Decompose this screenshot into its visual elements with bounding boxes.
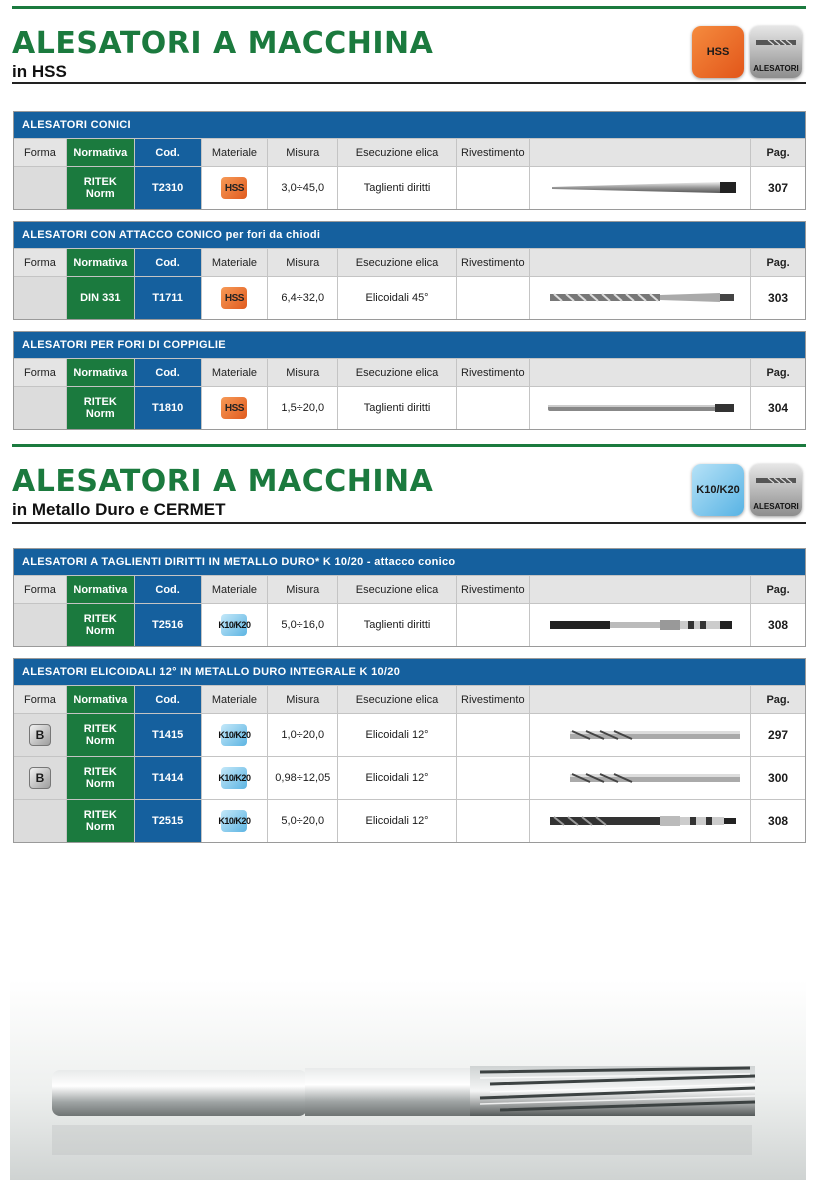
table-header-row — [14, 358, 805, 386]
cod-cell: T1415 — [135, 713, 202, 756]
misura-cell: 1,0÷20,0 — [268, 713, 338, 756]
col-forma: Forma — [14, 248, 67, 276]
k10-material-icon: K10/K20 — [221, 767, 247, 789]
k10-material-icon: K10/K20 — [221, 724, 247, 746]
esecuzione-cell: Elicoidali 12° — [338, 799, 457, 842]
col-normativa: Normativa — [67, 138, 135, 166]
forma-cell — [14, 603, 67, 646]
rivestimento-cell — [457, 713, 530, 756]
col-pag: Pag. — [751, 138, 805, 166]
hss-material-icon: HSS — [221, 287, 247, 309]
heading-underline — [12, 522, 806, 524]
misura-cell: 0,98÷12,05 — [268, 756, 338, 799]
col-cod: Cod. — [135, 575, 202, 603]
table-title: ALESATORI CON ATTACCO CONICO per fori da chiodi — [14, 222, 805, 248]
col-pag: Pag. — [751, 685, 805, 713]
taper-reamer-icon — [530, 166, 751, 209]
reamer-badge-icon: ALESATORI — [750, 464, 802, 516]
solid-carbide-helical-reamer-icon — [530, 756, 751, 799]
k10-material-icon: K10/K20 — [221, 810, 247, 832]
k10-k20-badge: K10/K20 — [692, 464, 744, 516]
col-cod: Cod. — [135, 138, 202, 166]
col-misura: Misura — [268, 575, 338, 603]
normativa-cell: RITEK Norm — [67, 386, 135, 429]
table-title: ALESATORI CONICI — [14, 112, 805, 138]
col-misura: Misura — [268, 685, 338, 713]
hss-badge: HSS — [692, 26, 744, 78]
misura-cell: 5,0÷16,0 — [268, 603, 338, 646]
col-rivestimento: Rivestimento — [457, 248, 530, 276]
table-header-row — [14, 248, 805, 276]
col-esecuzione: Esecuzione elica — [338, 685, 457, 713]
cod-cell: T1711 — [135, 276, 202, 319]
section-title: ALESATORI A MACCHINA — [12, 464, 434, 499]
top-rule — [12, 6, 806, 9]
hss-material-icon: HSS — [221, 397, 247, 419]
col-misura: Misura — [268, 138, 338, 166]
k10-material-icon: K10/K20 — [221, 614, 247, 636]
forma-b-icon: B — [29, 767, 51, 789]
table-row — [14, 276, 805, 319]
col-forma: Forma — [14, 358, 67, 386]
col-image — [530, 138, 751, 166]
normativa-cell: DIN 331 — [67, 276, 135, 319]
rivestimento-cell — [457, 756, 530, 799]
esecuzione-cell: Elicoidali 45° — [338, 276, 457, 319]
pag-cell: 300 — [751, 756, 805, 799]
normativa-cell: RITEK Norm — [67, 799, 135, 842]
normativa-cell: RITEK Norm — [67, 756, 135, 799]
rivestimento-cell — [457, 276, 530, 319]
misura-cell: 5,0÷20,0 — [268, 799, 338, 842]
normativa-cell: RITEK Norm — [67, 603, 135, 646]
materiale-cell — [202, 603, 269, 646]
table-row — [14, 756, 805, 799]
section-divider — [12, 444, 806, 447]
esecuzione-cell: Elicoidali 12° — [338, 713, 457, 756]
col-materiale: Materiale — [202, 138, 269, 166]
esecuzione-cell: Taglienti diritti — [338, 386, 457, 429]
materiale-cell — [202, 386, 269, 429]
col-normativa: Normativa — [67, 685, 135, 713]
rivestimento-cell — [457, 603, 530, 646]
table-row — [14, 386, 805, 429]
col-materiale: Materiale — [202, 685, 269, 713]
pag-cell: 307 — [751, 166, 805, 209]
misura-cell: 1,5÷20,0 — [268, 386, 338, 429]
cod-cell: T2516 — [135, 603, 202, 646]
forma-cell — [14, 799, 67, 842]
col-materiale: Materiale — [202, 358, 269, 386]
col-normativa: Normativa — [67, 358, 135, 386]
table-row — [14, 713, 805, 756]
cod-cell: T1414 — [135, 756, 202, 799]
col-cod: Cod. — [135, 248, 202, 276]
pag-cell: 304 — [751, 386, 805, 429]
col-esecuzione: Esecuzione elica — [338, 358, 457, 386]
forma-cell — [14, 166, 67, 209]
col-esecuzione: Esecuzione elica — [338, 575, 457, 603]
hss-material-icon: HSS — [221, 177, 247, 199]
col-esecuzione: Esecuzione elica — [338, 248, 457, 276]
table-header-row — [14, 138, 805, 166]
table-elicoidali-metallo-duro — [13, 658, 806, 843]
section-title: ALESATORI A MACCHINA — [12, 26, 434, 61]
rivestimento-cell — [457, 799, 530, 842]
misura-cell: 3,0÷45,0 — [268, 166, 338, 209]
materiale-cell — [202, 756, 269, 799]
col-materiale: Materiale — [202, 248, 269, 276]
table-row — [14, 799, 805, 842]
col-rivestimento: Rivestimento — [457, 358, 530, 386]
col-pag: Pag. — [751, 358, 805, 386]
forma-cell — [14, 756, 67, 799]
reamer-badge-icon: ALESATORI — [750, 26, 802, 78]
section-subtitle: in Metallo Duro e CERMET — [12, 500, 226, 519]
table-fori-coppiglie — [13, 331, 806, 430]
col-rivestimento: Rivestimento — [457, 575, 530, 603]
table-row — [14, 166, 805, 209]
col-forma: Forma — [14, 138, 67, 166]
col-rivestimento: Rivestimento — [457, 138, 530, 166]
pin-reamer-icon — [530, 386, 751, 429]
table-title: ALESATORI ELICOIDALI 12° IN METALLO DURO INTEGRALE K 10/20 — [14, 659, 805, 685]
section-heading-hss — [12, 28, 433, 82]
section-subtitle: in HSS — [12, 62, 67, 81]
misura-cell: 6,4÷32,0 — [268, 276, 338, 319]
col-image — [530, 358, 751, 386]
col-materiale: Materiale — [202, 575, 269, 603]
cod-cell: T2515 — [135, 799, 202, 842]
col-esecuzione: Esecuzione elica — [338, 138, 457, 166]
cod-cell: T1810 — [135, 386, 202, 429]
pag-cell: 308 — [751, 799, 805, 842]
col-image — [530, 685, 751, 713]
table-title: ALESATORI PER FORI DI COPPIGLIE — [14, 332, 805, 358]
col-pag: Pag. — [751, 575, 805, 603]
col-misura: Misura — [268, 248, 338, 276]
materiale-cell — [202, 713, 269, 756]
rivestimento-cell — [457, 166, 530, 209]
spiral-taper-shank-reamer-icon — [530, 276, 751, 319]
normativa-cell: RITEK Norm — [67, 166, 135, 209]
table-alesatori-conici — [13, 111, 806, 210]
col-misura: Misura — [268, 358, 338, 386]
materiale-cell — [202, 166, 269, 209]
table-attacco-conico — [13, 221, 806, 320]
col-forma: Forma — [14, 685, 67, 713]
table-row — [14, 603, 805, 646]
normativa-cell: RITEK Norm — [67, 713, 135, 756]
materiale-cell — [202, 276, 269, 319]
table-header-row — [14, 575, 805, 603]
pag-cell: 297 — [751, 713, 805, 756]
table-taglienti-diritti-metallo-duro — [13, 548, 806, 647]
table-title: ALESATORI A TAGLIENTI DIRITTI IN METALLO DURO* K 10/20 - attacco conico — [14, 549, 805, 575]
materiale-cell — [202, 799, 269, 842]
cod-cell: T2310 — [135, 166, 202, 209]
section-heading-carbide — [12, 466, 433, 520]
col-cod: Cod. — [135, 685, 202, 713]
col-image — [530, 248, 751, 276]
pag-cell: 303 — [751, 276, 805, 319]
table-header-row — [14, 685, 805, 713]
esecuzione-cell: Elicoidali 12° — [338, 756, 457, 799]
forma-cell — [14, 713, 67, 756]
col-forma: Forma — [14, 575, 67, 603]
esecuzione-cell: Taglienti diritti — [338, 166, 457, 209]
forma-cell — [14, 276, 67, 319]
reamer-product-photo — [10, 980, 806, 1180]
pag-cell: 308 — [751, 603, 805, 646]
col-image — [530, 575, 751, 603]
esecuzione-cell: Taglienti diritti — [338, 603, 457, 646]
col-normativa: Normativa — [67, 248, 135, 276]
col-cod: Cod. — [135, 358, 202, 386]
carbide-straight-reamer-icon — [530, 603, 751, 646]
col-rivestimento: Rivestimento — [457, 685, 530, 713]
solid-carbide-helical-reamer-icon — [530, 713, 751, 756]
col-pag: Pag. — [751, 248, 805, 276]
col-normativa: Normativa — [67, 575, 135, 603]
forma-b-icon: B — [29, 724, 51, 746]
forma-cell — [14, 386, 67, 429]
heading-underline — [12, 82, 806, 84]
carbide-helical-shank-reamer-icon — [530, 799, 751, 842]
rivestimento-cell — [457, 386, 530, 429]
